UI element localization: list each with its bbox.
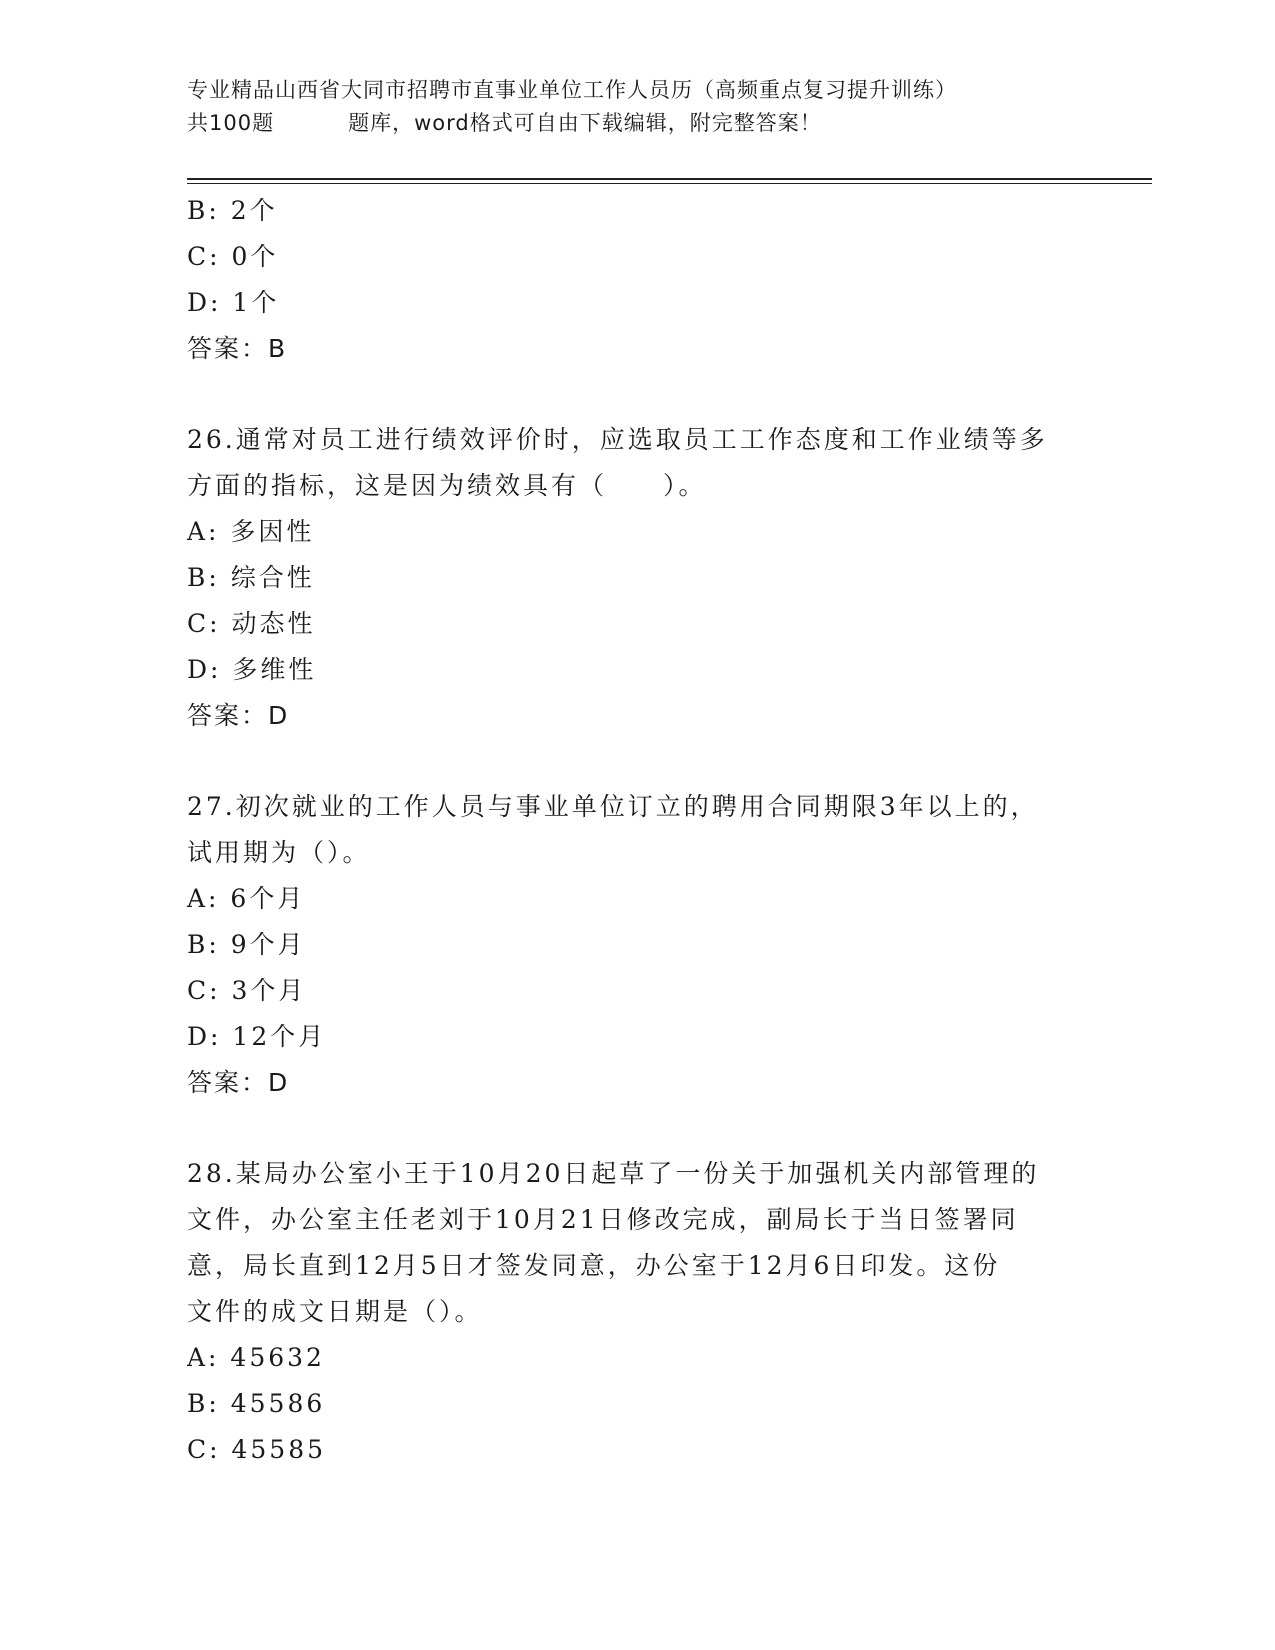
question-text-line: 方面的指标，这是因为绩效具有（ ）。 xyxy=(187,471,707,500)
document-header xyxy=(187,74,1087,140)
question-text-line: 27.初次就业的工作人员与事业单位订立的聘用合同期限3年以上的， xyxy=(187,792,1039,821)
option-b: B: 综合性 xyxy=(187,563,315,592)
option-a: A: 多因性 xyxy=(187,517,315,546)
question-text-line: 文件的成文日期是（）。 xyxy=(187,1297,483,1326)
question-28 xyxy=(187,1151,1087,1473)
header-subtitle xyxy=(187,107,1087,140)
question-text xyxy=(187,784,1087,876)
option-b: B: 9个月 xyxy=(187,930,306,959)
header-divider-thin xyxy=(187,183,1152,184)
question-27 xyxy=(187,784,1087,1106)
question-list xyxy=(187,188,1087,1473)
option-b: B: 45586 xyxy=(187,1389,326,1418)
question-26 xyxy=(187,417,1087,739)
header-question-count: 共100题 xyxy=(187,111,275,135)
question-text-line: 26.通常对员工进行绩效评价时，应选取员工工作态度和工作业绩等多 xyxy=(187,425,1048,454)
option-c: C: 45585 xyxy=(187,1435,327,1464)
option-c: C: 0个 xyxy=(187,242,279,271)
answer-line: 答案：D xyxy=(187,701,290,730)
question-text-line: 28.某局办公室小王于10月20日起草了一份关于加强机关内部管理的 xyxy=(187,1159,1040,1188)
question-text xyxy=(187,1151,1087,1335)
option-a: A: 6个月 xyxy=(187,884,306,913)
option-d: D: 12个月 xyxy=(187,1022,327,1051)
option-b: B: 2个 xyxy=(187,196,278,225)
option-d: D: 1个 xyxy=(187,288,280,317)
header-title: 专业精品山西省大同市招聘市直事业单位工作人员历（高频重点复习提升训练） xyxy=(187,78,957,102)
option-c: C: 3个月 xyxy=(187,976,307,1005)
answer-line: 答案：B xyxy=(187,334,288,363)
question-text-line: 试用期为（）。 xyxy=(187,838,371,867)
option-d: D: 多维性 xyxy=(187,655,317,684)
question-text-line: 文件，办公室主任老刘于10月21日修改完成，副局长于当日签署同 xyxy=(187,1205,1019,1234)
option-c: C: 动态性 xyxy=(187,609,316,638)
header-description: 题库，word格式可自由下载编辑，附完整答案！ xyxy=(348,111,822,135)
option-a: A: 45632 xyxy=(187,1343,325,1372)
question-25 xyxy=(187,188,1087,372)
question-text-line: 意，局长直到12月5日才签发同意，办公室于12月6日印发。这份 xyxy=(187,1251,1001,1280)
header-divider xyxy=(187,178,1152,180)
answer-line: 答案：D xyxy=(187,1068,290,1097)
question-text xyxy=(187,417,1087,509)
